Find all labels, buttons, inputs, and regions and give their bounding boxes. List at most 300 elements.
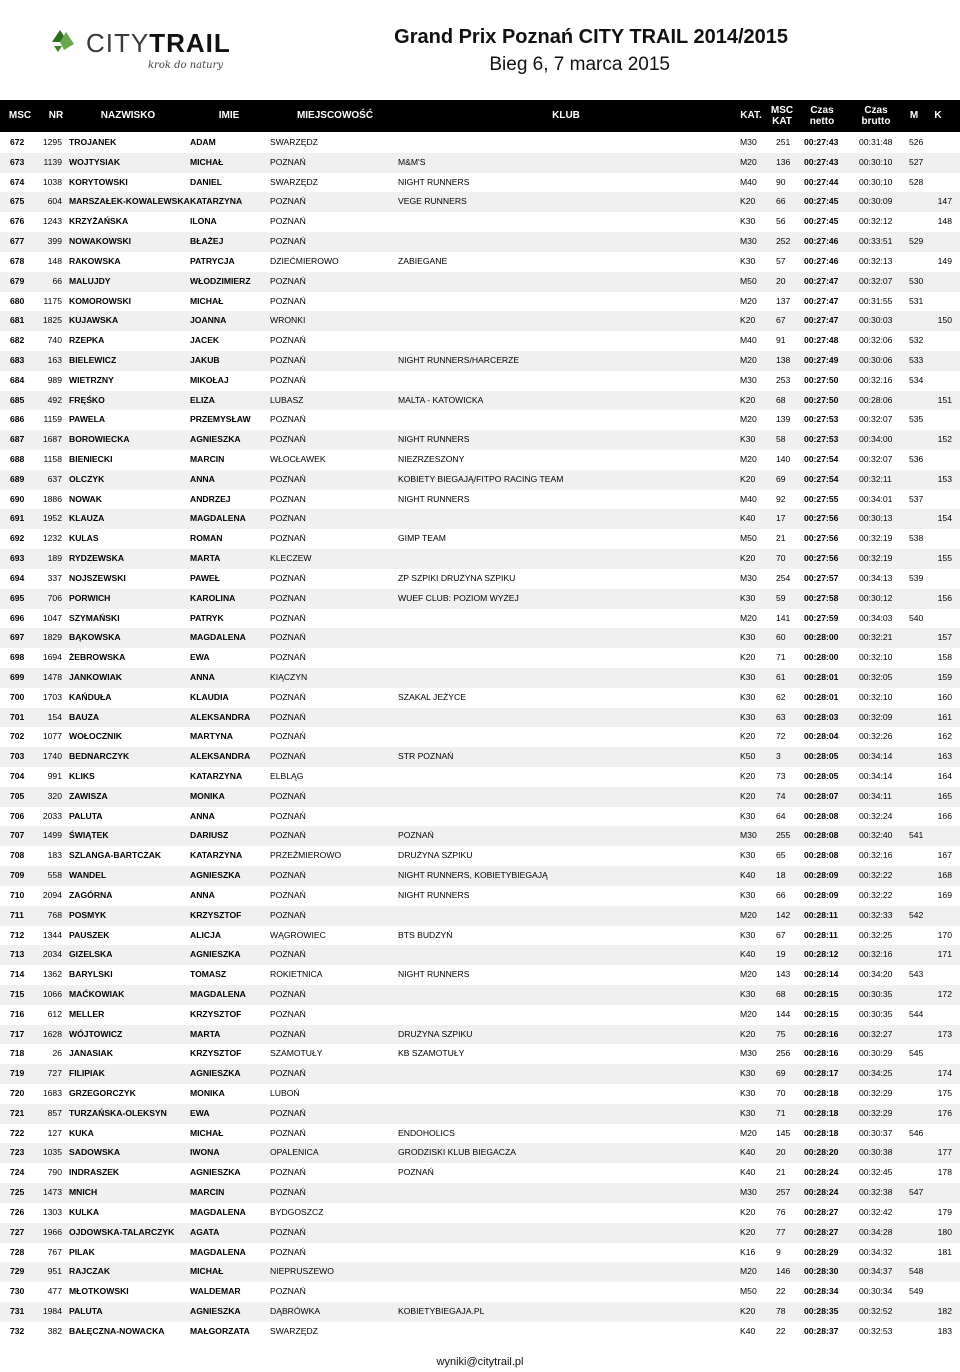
table-row (0, 549, 960, 569)
cell-kat: M20 (740, 454, 757, 464)
cell-m: 534 (909, 374, 924, 385)
cell-czas-netto: 00:27:56 (804, 513, 839, 524)
cell-czas-brutto: 00:31:48 (859, 137, 893, 147)
cell-msc-kat: 76 (776, 1206, 786, 1217)
cell-czas-netto: 00:28:05 (804, 751, 839, 762)
cell-imie: ANNA (190, 889, 215, 900)
table-row (0, 391, 960, 411)
cell-msc: 732 (10, 1325, 25, 1336)
cell-msc-kat: 59 (776, 592, 786, 603)
cell-imie: MAGDALENA (190, 1206, 246, 1217)
page-header (0, 0, 960, 98)
cell-msc: 710 (10, 889, 25, 900)
cell-czas-netto: 00:27:50 (804, 374, 839, 385)
cell-imie: AGNIESZKA (190, 434, 241, 445)
cell-czas-brutto: 00:32:10 (859, 652, 893, 663)
cell-msc: 676 (10, 216, 25, 227)
cell-miejscowosc: LUBOŃ (270, 1088, 300, 1098)
cell-czas-netto: 00:27:56 (804, 533, 839, 544)
cell-czas-brutto: 00:28:06 (859, 394, 893, 405)
cell-kat: M30 (740, 1048, 757, 1059)
cell-msc: 695 (10, 592, 25, 603)
cell-nazwisko: SADOWSKA (69, 1147, 121, 1158)
cell-czas-netto: 00:28:08 (804, 810, 839, 821)
col-czas-netto: Czas netto (809, 104, 835, 127)
cell-miejscowosc: SWARZĘDZ (270, 1325, 318, 1336)
cell-msc-kat: 62 (776, 691, 786, 702)
cell-msc: 683 (10, 354, 25, 365)
cell-nazwisko: PALUTA (69, 810, 103, 821)
cell-kat: K20 (740, 196, 756, 207)
cell-imie: KAROLINA (190, 592, 236, 603)
cell-msc-kat: 57 (776, 255, 786, 266)
cell-nazwisko: KLIKS (69, 771, 95, 781)
cell-czas-netto: 00:27:46 (804, 236, 839, 247)
cell-kat: M50 (740, 533, 757, 544)
cell-nazwisko: WOJTYSIAK (69, 156, 121, 167)
cell-nazwisko: GRZEGORCZYK (69, 1088, 136, 1098)
page-subtitle: Bieg 6, 7 marca 2015 (489, 54, 670, 75)
cell-nr: 1047 (42, 612, 62, 623)
cell-nr: 382 (47, 1325, 62, 1336)
cell-m: 549 (909, 1286, 924, 1297)
cell-m: 531 (909, 295, 924, 306)
cell-czas-brutto: 00:32:22 (859, 870, 893, 881)
cell-klub: GIMP TEAM (398, 533, 446, 544)
cell-czas-netto: 00:28:37 (804, 1325, 839, 1336)
cell-msc: 717 (10, 1028, 25, 1039)
cell-kat: K30 (740, 1088, 756, 1098)
cell-k: 173 (937, 1028, 952, 1039)
cell-k: 153 (937, 473, 952, 484)
table-row (0, 589, 960, 609)
cell-nr: 26 (52, 1048, 62, 1059)
cell-klub: NIGHT RUNNERS/HARCERZE (398, 354, 520, 365)
cell-kat: K30 (740, 1068, 756, 1079)
cell-nr: 1886 (42, 493, 62, 504)
table-row (0, 906, 960, 926)
cell-imie: MAŁGORZATA (190, 1325, 250, 1336)
cell-imie: MICHAŁ (190, 156, 224, 167)
cell-m: 533 (909, 354, 924, 365)
cell-nr: 637 (47, 473, 62, 484)
table-row (0, 787, 960, 807)
cell-m: 532 (909, 335, 924, 346)
cell-imie: DARIUSZ (190, 830, 229, 841)
cell-k: 165 (937, 790, 952, 801)
cell-nazwisko: BIELEWICZ (69, 354, 117, 365)
cell-miejscowosc: POZNAŃ (270, 810, 306, 821)
cell-nr: 790 (47, 1167, 62, 1178)
cell-imie: MONIKA (190, 1088, 225, 1098)
cell-imie: ALEKSANDRA (190, 711, 251, 722)
cell-msc-kat: 142 (776, 909, 791, 920)
cell-czas-netto: 00:28:34 (804, 1286, 839, 1297)
cell-imie: MAGDALENA (190, 988, 246, 999)
cell-czas-brutto: 00:32:09 (859, 711, 893, 722)
cell-czas-netto: 00:28:00 (804, 632, 839, 643)
cell-kat: K30 (740, 850, 756, 861)
cell-msc-kat: 64 (776, 810, 786, 821)
cell-kat: K30 (740, 216, 756, 227)
cell-czas-netto: 00:28:04 (804, 731, 839, 742)
cell-imie: ILONA (190, 216, 217, 227)
cell-nr: 1683 (42, 1088, 62, 1098)
cell-msc-kat: 60 (776, 632, 786, 643)
cell-czas-netto: 00:28:11 (804, 929, 838, 940)
cell-miejscowosc: POZNAŃ (270, 374, 306, 385)
cell-k: 158 (937, 652, 952, 663)
cell-czas-brutto: 00:34:20 (859, 969, 893, 980)
cell-czas-netto: 00:28:16 (804, 1028, 839, 1039)
cell-czas-netto: 00:27:47 (804, 295, 839, 306)
cell-nazwisko: PAWELA (69, 414, 106, 425)
cell-miejscowosc: POZNAŃ (270, 572, 306, 583)
cell-kat: K20 (740, 652, 756, 663)
cell-czas-netto: 00:28:35 (804, 1305, 839, 1316)
cell-nr: 2094 (42, 889, 62, 900)
cell-czas-brutto: 00:32:45 (859, 1167, 893, 1178)
cell-kat: M40 (740, 335, 757, 346)
cell-miejscowosc: POZNAŃ (270, 196, 306, 207)
table-row (0, 173, 960, 193)
cell-m: 527 (909, 156, 924, 167)
cell-klub: NIEZRZESZONY (398, 454, 465, 464)
cell-msc: 697 (10, 632, 25, 643)
cell-miejscowosc: DĄBRÓWKA (270, 1305, 321, 1316)
cell-msc: 727 (10, 1226, 25, 1237)
cell-k: 182 (937, 1305, 952, 1316)
cell-msc: 718 (10, 1048, 25, 1059)
cell-imie: EWA (190, 1107, 210, 1118)
cell-imie: MICHAŁ (190, 295, 224, 306)
cell-msc: 699 (10, 671, 25, 682)
cell-nazwisko: RAJCZAK (69, 1266, 111, 1277)
cell-nr: 66 (52, 275, 62, 286)
cell-miejscowosc: POZNAŃ (270, 612, 306, 623)
cell-czas-brutto: 00:32:13 (859, 255, 893, 266)
cell-imie: MARCIN (190, 1187, 225, 1198)
cell-msc: 689 (10, 473, 25, 484)
cell-msc: 700 (10, 691, 25, 702)
cell-imie: MAGDALENA (190, 1246, 246, 1257)
cell-czas-netto: 00:28:27 (804, 1206, 839, 1217)
cell-nazwisko: PALUTA (69, 1305, 103, 1316)
cell-nr: 1038 (42, 176, 62, 187)
cell-czas-netto: 00:27:45 (804, 216, 839, 227)
logo-wordmark: CITYTRAIL (86, 28, 231, 58)
cell-k: 148 (937, 216, 952, 227)
cell-czas-netto: 00:28:14 (804, 969, 839, 980)
cell-nazwisko: MARSZAŁEK-KOWALEWSKA (69, 196, 190, 207)
cell-czas-brutto: 00:34:13 (859, 572, 893, 583)
cell-kat: K30 (740, 1107, 756, 1118)
col-kat: KAT. (740, 110, 762, 122)
cell-msc-kat: 3 (776, 751, 781, 762)
cell-imie: AGNIESZKA (190, 1167, 241, 1178)
cell-czas-netto: 00:28:24 (804, 1167, 839, 1178)
cell-imie: MARCIN (190, 454, 225, 464)
cell-imie: AGATA (190, 1226, 220, 1237)
cell-czas-netto: 00:28:15 (804, 988, 839, 999)
table-row (0, 886, 960, 906)
cell-msc-kat: 143 (776, 969, 791, 980)
cell-msc: 696 (10, 612, 25, 623)
cell-nazwisko: NOWAKOWSKI (69, 236, 132, 247)
cell-czas-netto: 00:28:07 (804, 790, 839, 801)
cell-msc-kat: 69 (776, 473, 786, 484)
cell-nr: 1473 (42, 1187, 62, 1198)
cell-imie: KATARZYNA (190, 771, 243, 781)
cell-czas-brutto: 00:34:14 (859, 771, 893, 781)
cell-kat: M20 (740, 414, 757, 425)
cell-imie: EWA (190, 652, 210, 663)
cell-nr: 183 (47, 850, 62, 861)
table-row (0, 351, 960, 371)
cell-nazwisko: NOJSZEWSKI (69, 572, 126, 583)
cell-nazwisko: KUKA (69, 1127, 94, 1138)
cell-imie: ALICJA (190, 929, 222, 940)
cell-m: 526 (909, 137, 924, 147)
cell-msc: 711 (10, 909, 24, 920)
cell-czas-brutto: 00:32:26 (859, 731, 893, 742)
cell-imie: ALEKSANDRA (190, 751, 251, 762)
cell-imie: ANNA (190, 810, 215, 821)
cell-nr: 1499 (42, 830, 62, 841)
cell-msc: 691 (10, 513, 25, 524)
cell-kat: K30 (740, 711, 756, 722)
col-miejscowosc: MIEJSCOWOŚĆ (296, 110, 374, 122)
cell-czas-brutto: 00:32:29 (859, 1088, 893, 1098)
cell-kat: K40 (740, 513, 756, 524)
cell-imie: AGNIESZKA (190, 1068, 241, 1079)
cell-nazwisko: KORYTOWSKI (69, 176, 128, 187)
cell-miejscowosc: ELBLĄG (270, 771, 304, 781)
cell-k: 164 (937, 771, 952, 781)
cell-msc: 712 (10, 929, 25, 940)
cell-msc: 675 (10, 196, 25, 207)
cell-miejscowosc: POZNAŃ (270, 1127, 306, 1138)
cell-nr: 148 (47, 255, 62, 266)
cell-msc-kat: 21 (776, 533, 786, 544)
cell-klub: POZNAŃ (398, 1167, 434, 1178)
cell-nazwisko: ŻEBROWSKA (69, 652, 126, 663)
cell-nr: 1825 (42, 315, 62, 326)
cell-m: 544 (909, 1008, 924, 1019)
table-row (0, 1143, 960, 1163)
cell-czas-brutto: 00:32:16 (859, 850, 893, 861)
table-row (0, 192, 960, 212)
cell-k: 157 (937, 632, 952, 643)
col-klub: KLUB (552, 110, 580, 122)
cell-k: 152 (937, 434, 952, 445)
cell-czas-brutto: 00:32:40 (859, 830, 893, 841)
table-row (0, 1322, 960, 1342)
cell-msc: 702 (10, 731, 25, 742)
cell-miejscowosc: POZNAŃ (270, 632, 306, 643)
cell-kat: K20 (740, 771, 756, 781)
cell-msc: 673 (10, 156, 25, 167)
cell-czas-brutto: 00:32:05 (859, 671, 893, 682)
cell-imie: ROMAN (190, 533, 223, 544)
cell-czas-brutto: 00:30:34 (859, 1286, 893, 1297)
cell-msc-kat: 138 (776, 354, 791, 365)
cell-msc-kat: 90 (776, 176, 786, 187)
cell-msc-kat: 74 (776, 790, 786, 801)
cell-msc-kat: 72 (776, 731, 786, 742)
table-row (0, 965, 960, 985)
cell-czas-netto: 00:27:47 (804, 275, 839, 286)
cell-k: 160 (937, 691, 952, 702)
cell-k: 156 (937, 592, 952, 603)
cell-czas-netto: 00:28:11 (804, 909, 838, 920)
cell-nr: 492 (47, 394, 62, 405)
cell-kat: K30 (740, 929, 756, 940)
cell-msc-kat: 253 (776, 374, 791, 385)
cell-msc: 725 (10, 1187, 25, 1198)
cell-klub: VEGE RUNNERS (398, 196, 467, 207)
table-row (0, 628, 960, 648)
cell-czas-netto: 00:27:55 (804, 493, 839, 504)
col-k: K (934, 110, 942, 122)
cell-msc: 692 (10, 533, 25, 544)
table-row (0, 430, 960, 450)
cell-czas-netto: 00:27:59 (804, 612, 839, 623)
table-row (0, 1163, 960, 1183)
cell-czas-brutto: 00:30:06 (859, 354, 893, 365)
cell-nazwisko: KAŃDUŁA (69, 691, 112, 702)
cell-czas-brutto: 00:32:29 (859, 1107, 893, 1118)
cell-msc: 693 (10, 553, 25, 564)
cell-miejscowosc: POZNAŃ (270, 652, 306, 663)
cell-msc: 688 (10, 454, 25, 464)
cell-czas-netto: 00:28:12 (804, 949, 839, 960)
cell-k: 181 (937, 1246, 952, 1257)
cell-msc: 728 (10, 1246, 25, 1257)
cell-msc-kat: 68 (776, 394, 786, 405)
cell-msc: 708 (10, 850, 25, 861)
cell-miejscowosc: POZNAŃ (270, 1187, 306, 1198)
cell-nr: 1159 (43, 414, 62, 425)
cell-imie: ANNA (190, 671, 215, 682)
cell-miejscowosc: ROKIETNICA (270, 969, 323, 980)
cell-nazwisko: MŁOTKOWSKI (69, 1286, 129, 1297)
cell-czas-netto: 00:28:17 (804, 1068, 839, 1079)
cell-nr: 1243 (42, 216, 62, 227)
table-row (0, 1203, 960, 1223)
cell-nazwisko: OJDOWSKA-TALARCZYK (69, 1226, 175, 1237)
cell-msc-kat: 137 (776, 295, 791, 306)
table-row (0, 212, 960, 232)
cell-miejscowosc: POZNAŃ (270, 414, 306, 425)
cell-kat: K50 (740, 751, 756, 762)
cell-czas-brutto: 00:32:16 (859, 374, 893, 385)
cell-nr: 399 (47, 236, 62, 247)
cell-czas-brutto: 00:32:21 (859, 632, 893, 643)
cell-imie: PATRYK (190, 612, 224, 623)
cell-msc-kat: 20 (776, 275, 786, 286)
cell-k: 176 (937, 1107, 952, 1118)
table-row (0, 529, 960, 549)
cell-msc-kat: 22 (776, 1286, 786, 1297)
cell-czas-brutto: 00:30:35 (859, 988, 893, 999)
cell-miejscowosc: POZNAŃ (270, 1028, 306, 1039)
cell-imie: KRZYSZTOF (190, 1048, 242, 1059)
cell-msc-kat: 18 (776, 870, 786, 881)
cell-m: 529 (909, 236, 924, 247)
cell-imie: MICHAŁ (190, 1127, 224, 1138)
cell-k: 167 (937, 850, 952, 861)
cell-klub: KOBIETY BIEGAJĄ/FITPO RACING TEAM (398, 473, 564, 484)
cell-miejscowosc: NIEPRUSZEWO (270, 1266, 334, 1277)
cell-k: 151 (937, 394, 952, 405)
cell-nr: 1035 (42, 1147, 62, 1158)
cell-klub: WUEF CLUB: POZIOM WYŻEJ (398, 592, 519, 603)
cell-kat: M20 (740, 156, 757, 167)
cell-nr: 2034 (42, 949, 62, 960)
cell-klub: NIGHT RUNNERS (398, 434, 470, 445)
cell-czas-netto: 00:28:00 (804, 652, 839, 663)
cell-czas-netto: 00:27:47 (804, 315, 839, 326)
cell-klub: M&M'S (398, 156, 426, 167)
cell-m: 548 (909, 1266, 924, 1277)
cell-miejscowosc: POZNAŃ (270, 790, 306, 801)
cell-k: 178 (937, 1167, 952, 1178)
cell-nr: 1158 (43, 454, 62, 464)
cell-nazwisko: KUJAWSKA (69, 315, 119, 326)
cell-nr: 1303 (42, 1206, 62, 1217)
cell-nr: 1984 (42, 1305, 62, 1316)
cell-k: 147 (937, 196, 952, 207)
table-row (0, 1025, 960, 1045)
cell-nazwisko: SZYMAŃSKI (69, 612, 120, 623)
cell-msc: 672 (10, 137, 25, 147)
cell-msc-kat: 17 (776, 513, 786, 524)
cell-msc: 681 (10, 315, 25, 326)
cell-nr: 740 (47, 335, 62, 346)
cell-nazwisko: RYDZEWSKA (69, 553, 125, 564)
cell-klub: KOBIETYBIEGAJA.PL (398, 1305, 485, 1316)
cell-msc-kat: 66 (776, 196, 786, 207)
cell-czas-netto: 00:27:46 (804, 255, 839, 266)
cell-czas-netto: 00:28:01 (804, 691, 839, 702)
cell-imie: MARTA (190, 553, 221, 564)
table-row (0, 153, 960, 173)
cell-msc: 674 (10, 176, 25, 187)
table-row (0, 450, 960, 470)
cell-nazwisko: PAUSZEK (69, 929, 110, 940)
cell-msc-kat: 73 (776, 771, 786, 781)
cell-msc: 705 (10, 790, 25, 801)
cell-nr: 154 (47, 711, 62, 722)
cell-kat: K30 (740, 691, 756, 702)
cell-czas-netto: 00:28:15 (804, 1008, 839, 1019)
cell-msc-kat: 91 (776, 335, 786, 346)
cell-czas-netto: 00:27:56 (804, 553, 839, 564)
table-row (0, 1282, 960, 1302)
col-nazwisko: NAZWISKO (100, 110, 156, 122)
cell-czas-brutto: 00:30:29 (859, 1048, 893, 1059)
cell-kat: K30 (740, 255, 756, 266)
table-row (0, 985, 960, 1005)
cell-klub: DRUŻYNA SZPIKU (398, 850, 473, 861)
cell-imie: KRZYSZTOF (190, 909, 242, 920)
cell-czas-brutto: 00:32:25 (859, 929, 893, 940)
cell-czas-netto: 00:27:49 (804, 354, 839, 365)
cell-msc: 716 (10, 1008, 25, 1019)
cell-nr: 951 (47, 1266, 62, 1277)
cell-msc-kat: 68 (776, 988, 786, 999)
